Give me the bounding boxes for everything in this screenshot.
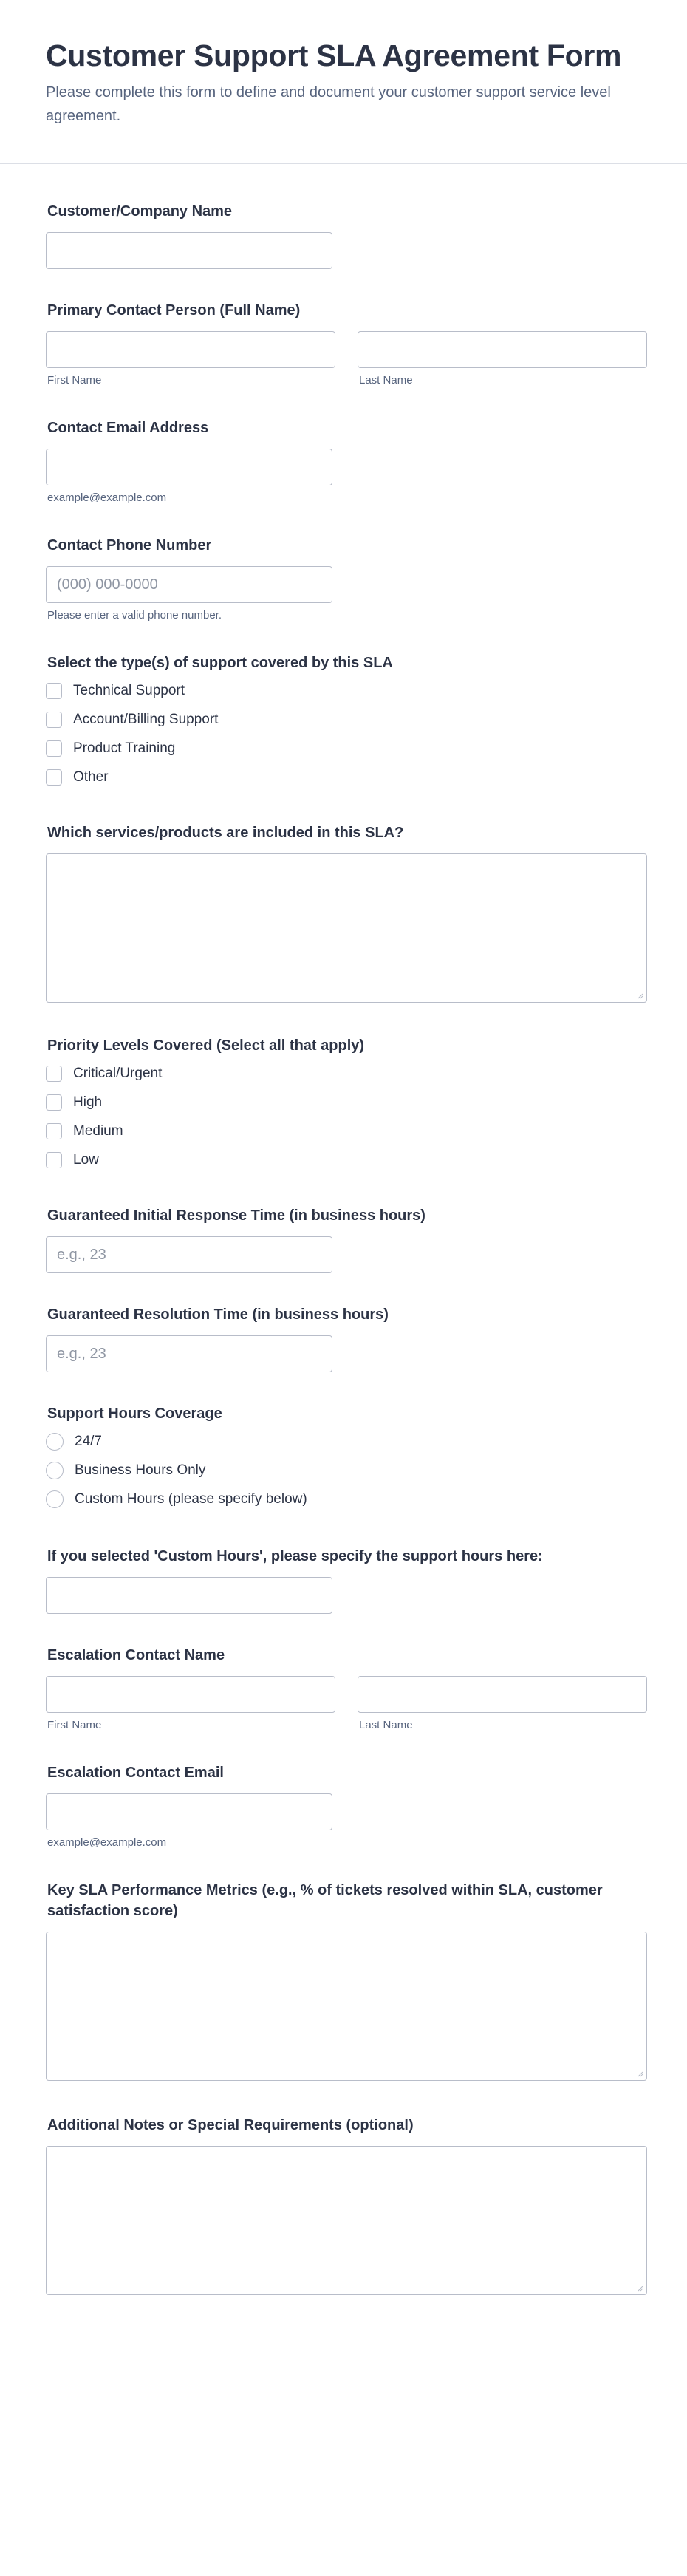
- escalation-name-question: [46, 1645, 647, 1731]
- support-type-option[interactable]: Other: [46, 763, 647, 791]
- escalation-email-input[interactable]: [46, 1793, 332, 1830]
- support-type-option[interactable]: Product Training: [46, 734, 647, 763]
- checkbox[interactable]: [46, 683, 62, 699]
- resize-grip-icon[interactable]: [638, 993, 643, 999]
- first-name-sublabel: First Name: [47, 374, 102, 386]
- notes-textarea[interactable]: [46, 2146, 647, 2295]
- first-name-sublabel: First Name: [47, 1719, 102, 1731]
- email-question: [46, 418, 647, 504]
- company-label: Customer/Company Name: [47, 203, 233, 219]
- resize-grip-icon[interactable]: [638, 2286, 643, 2292]
- escalation-last-name-input[interactable]: [358, 1676, 647, 1713]
- phone-label: Contact Phone Number: [47, 537, 212, 553]
- checkbox[interactable]: [46, 769, 62, 786]
- metrics-textarea[interactable]: [46, 1932, 647, 2081]
- checkbox[interactable]: [46, 740, 62, 757]
- form-body: [0, 201, 687, 2295]
- metrics-question: [46, 1880, 647, 2081]
- contact-question: [46, 300, 647, 386]
- hours-option[interactable]: Custom Hours (please specify below): [46, 1485, 647, 1513]
- response-time-question: [46, 1205, 647, 1273]
- last-name-sublabel: Last Name: [359, 1719, 413, 1731]
- priority-option[interactable]: Critical/Urgent: [46, 1059, 647, 1088]
- priority-option[interactable]: Medium: [46, 1117, 647, 1145]
- custom-hours-question: [46, 1546, 647, 1614]
- resolution-time-question: [46, 1304, 647, 1372]
- email-label: Contact Email Address: [47, 420, 209, 436]
- escalation-email-sublabel: example@example.com: [47, 1836, 167, 1849]
- escalation-email-question: [46, 1762, 647, 1849]
- phone-question: [46, 535, 647, 621]
- checkbox[interactable]: [46, 712, 62, 728]
- custom-hours-label: If you selected 'Custom Hours', please specify the support hours here:: [47, 1548, 543, 1564]
- radio-button[interactable]: [46, 1490, 64, 1508]
- company-question: [46, 201, 647, 269]
- last-name-sublabel: Last Name: [359, 374, 413, 386]
- phone-sublabel: Please enter a valid phone number.: [47, 609, 222, 621]
- support-type-option[interactable]: Account/Billing Support: [46, 705, 647, 734]
- support-types-label: Select the type(s) of support covered by this SLA: [47, 655, 393, 671]
- resize-grip-icon[interactable]: [638, 2071, 643, 2077]
- form-subtitle: Please complete this form to define and document your customer support service level agreement.: [46, 84, 611, 124]
- form-header: [0, 0, 687, 164]
- custom-hours-input[interactable]: [46, 1577, 332, 1614]
- radio-button[interactable]: [46, 1433, 64, 1451]
- contact-first-name-input[interactable]: [46, 331, 335, 368]
- notes-label: Additional Notes or Special Requirements (optional): [47, 2117, 414, 2133]
- response-time-label: Guaranteed Initial Response Time (in business hours): [47, 1207, 425, 1224]
- support-type-option[interactable]: Technical Support: [46, 676, 647, 705]
- notes-question: [46, 2115, 647, 2295]
- email-input[interactable]: [46, 449, 332, 485]
- contact-label: Primary Contact Person (Full Name): [47, 302, 301, 318]
- email-sublabel: example@example.com: [47, 491, 167, 504]
- escalation-email-label: Escalation Contact Email: [47, 1765, 224, 1781]
- phone-input[interactable]: (000) 000-0000: [46, 566, 332, 603]
- company-input[interactable]: [46, 232, 332, 269]
- form-title: Customer Support SLA Agreement Form: [46, 38, 622, 72]
- radio-button[interactable]: [46, 1462, 64, 1479]
- checkbox[interactable]: [46, 1066, 62, 1082]
- hours-option[interactable]: Business Hours Only: [46, 1456, 647, 1485]
- services-question: [46, 822, 647, 1003]
- checkbox[interactable]: [46, 1152, 62, 1168]
- priority-question: [46, 1035, 647, 1174]
- priority-option[interactable]: High: [46, 1088, 647, 1117]
- priority-label: Priority Levels Covered (Select all that apply): [47, 1037, 365, 1054]
- resolution-time-label: Guaranteed Resolution Time (in business hours): [47, 1306, 389, 1323]
- support-types-question: [46, 652, 647, 791]
- resolution-time-input[interactable]: e.g., 23: [46, 1335, 332, 1372]
- checkbox[interactable]: [46, 1123, 62, 1139]
- services-label: Which services/products are included in this SLA?: [47, 825, 404, 841]
- hours-question: [46, 1403, 647, 1513]
- response-time-input[interactable]: e.g., 23: [46, 1236, 332, 1273]
- metrics-label: Key SLA Performance Metrics (e.g., % of tickets resolved within SLA, customer satisfaction score): [47, 1882, 603, 1919]
- contact-last-name-input[interactable]: [358, 331, 647, 368]
- priority-option[interactable]: Low: [46, 1145, 647, 1174]
- checkbox[interactable]: [46, 1094, 62, 1111]
- escalation-name-label: Escalation Contact Name: [47, 1647, 225, 1663]
- hours-label: Support Hours Coverage: [47, 1405, 222, 1422]
- services-textarea[interactable]: [46, 853, 647, 1003]
- escalation-first-name-input[interactable]: [46, 1676, 335, 1713]
- hours-option[interactable]: 24/7: [46, 1427, 647, 1456]
